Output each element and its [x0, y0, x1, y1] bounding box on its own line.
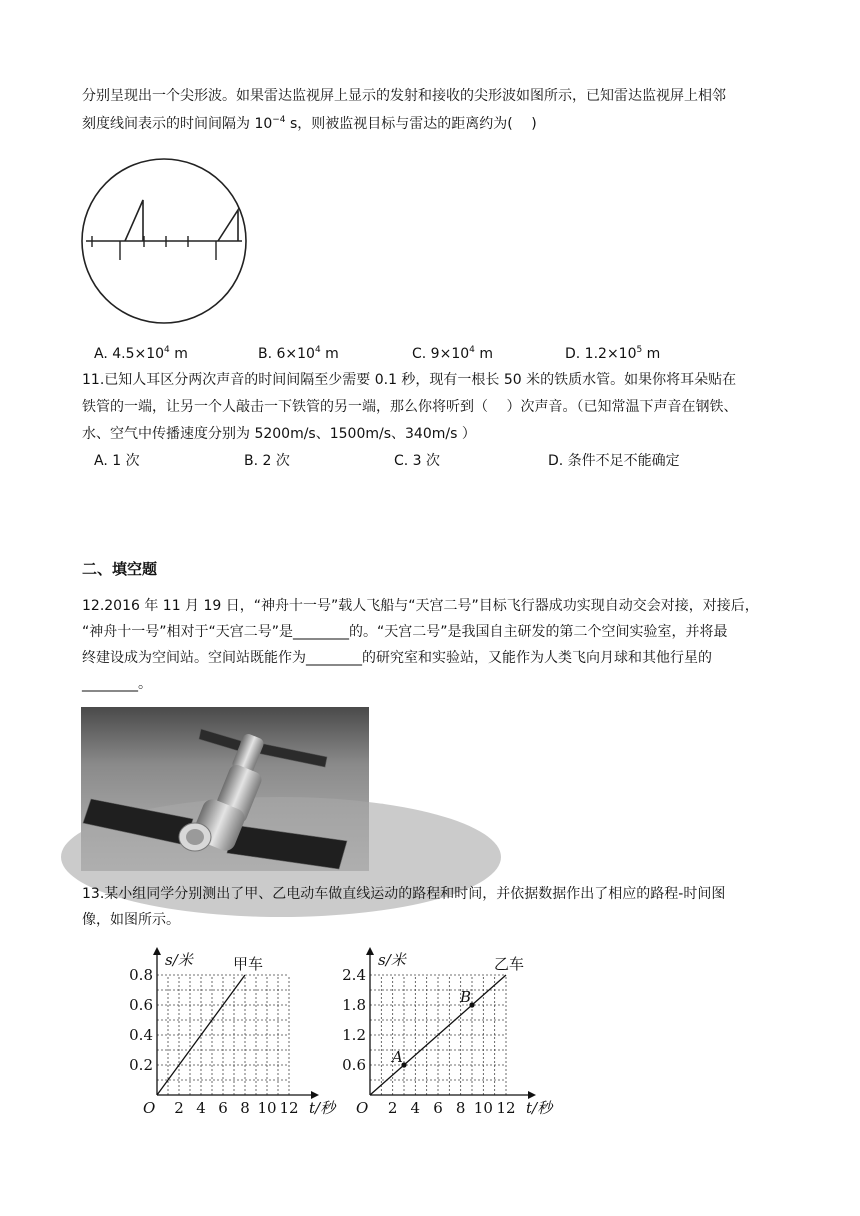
q12-text-line1: 12.2016 年 11 月 19 日，“神舟十一号”载人飞船与“天宫二号”目标飞行器成功实现自动交会对接，对接后，: [82, 598, 759, 614]
x-axis-label: t/秒: [309, 1099, 336, 1117]
q10-text-line2: 刻度线间表示的时间间隔为 $10^{-4}$ s，则被监视目标与雷达的距离约为( ): [82, 115, 537, 132]
q13-text-line2: 像，如图所示。: [82, 912, 180, 928]
y-tick-label: 2.4: [342, 966, 366, 984]
q10-option-c[interactable]: C. $9\times 10^4$ m: [412, 345, 493, 362]
x-tick-label: 2: [387, 1099, 398, 1117]
q11-option-c[interactable]: C. 3 次: [394, 453, 441, 469]
x-tick-label: 4: [410, 1099, 421, 1117]
x-axis-arrow: [528, 1091, 536, 1099]
x-axis-label: t/秒: [526, 1099, 553, 1117]
y-tick-label: 1.8: [342, 996, 366, 1014]
x-tick-label: 2: [174, 1099, 184, 1117]
x-tick-label: 10: [257, 1099, 277, 1117]
y-tick-label: 0.6: [129, 996, 153, 1014]
q12-text-line2: “神舟十一号”相对于“天宫二号”是________的。“天宫二号”是我国自主研发的第二个空间实验室，并将最: [82, 624, 728, 640]
q10-option-d[interactable]: D. $1.2\times 10^5$ m: [565, 345, 661, 362]
point-label: B: [460, 988, 472, 1006]
y-axis-arrow: [153, 947, 161, 955]
spacecraft-photo: [81, 707, 369, 871]
series-label: 甲车: [233, 955, 264, 973]
x-tick-label: 12: [279, 1099, 299, 1117]
origin-label: O: [143, 1099, 156, 1117]
point-label: A: [392, 1048, 403, 1066]
x-tick-label: 6: [433, 1099, 443, 1117]
radar-screen-figure: [80, 150, 320, 334]
q11-text-line3: 水、空气中传播速度分别为 5200m/s、1500m/s、340m/s ）: [82, 426, 476, 442]
q11-text-line1: 11.已知人耳区分两次声音的时间间隔至少需要 0.1 秒，现有一根长 50 米的铁质水管。如果你将耳朵贴在: [82, 372, 737, 388]
q11-option-b[interactable]: B. 2 次: [244, 453, 290, 469]
q13-text-line1: 13.某小组同学分别测出了甲、乙电动车做直线运动的路程和时间，并依据数据作出了相应的路程-时间图: [82, 886, 726, 902]
x-tick-label: 8: [240, 1099, 250, 1117]
x-tick-label: 12: [496, 1099, 516, 1117]
q10-option-a[interactable]: A. $4.5\times 10^4$ m: [94, 345, 188, 362]
y-axis-label: s/米: [165, 951, 193, 969]
q11-option-d[interactable]: D. 条件不足不能确定: [548, 453, 680, 469]
x-tick-label: 4: [196, 1099, 206, 1117]
q11-text-line2: 铁管的一端，让另一个人敲击一下铁管的另一端，那么你将听到（ ）次声音。（已知常温下声音在钢铁、: [82, 399, 738, 415]
x-tick-label: 10: [473, 1099, 493, 1117]
q10-text-line1: 分别呈现出一个尖形波。如果雷达监视屏上显示的发射和接收的尖形波如图所示，已知雷达监视屏上相邻: [82, 88, 726, 104]
y-tick-label: 0.6: [342, 1056, 366, 1074]
series-label: 乙车: [494, 955, 525, 973]
radar-scale-ticks: [92, 236, 216, 260]
y-axis-arrow: [366, 947, 374, 955]
y-tick-label: 0.4: [129, 1026, 153, 1044]
chart-car-jia: [120, 940, 336, 1120]
x-tick-label: 8: [455, 1099, 466, 1117]
radar-emitted-pulse: [125, 200, 143, 241]
q12-text-line4: ________。: [82, 676, 152, 692]
y-tick-label: 1.2: [342, 1026, 366, 1044]
origin-label: O: [356, 1099, 369, 1117]
chart-car-yi: [330, 940, 555, 1120]
y-axis-label: s/米: [378, 951, 406, 969]
radar-received-pulse: [218, 210, 238, 241]
q10-option-b[interactable]: B. $6\times 10^4$ m: [258, 345, 339, 362]
x-tick-label: 6: [218, 1099, 228, 1117]
q12-text-line3: 终建设成为空间站。空间站既能作为________的研究室和实验站，又能作为人类飞向月球和其他行星的: [82, 650, 712, 666]
x-axis-arrow: [311, 1091, 319, 1099]
q11-option-a[interactable]: A. 1 次: [94, 453, 140, 469]
y-tick-label: 0.8: [129, 966, 153, 984]
y-tick-label: 0.2: [129, 1056, 153, 1074]
section-heading-fill-in: 二、填空题: [82, 560, 158, 578]
